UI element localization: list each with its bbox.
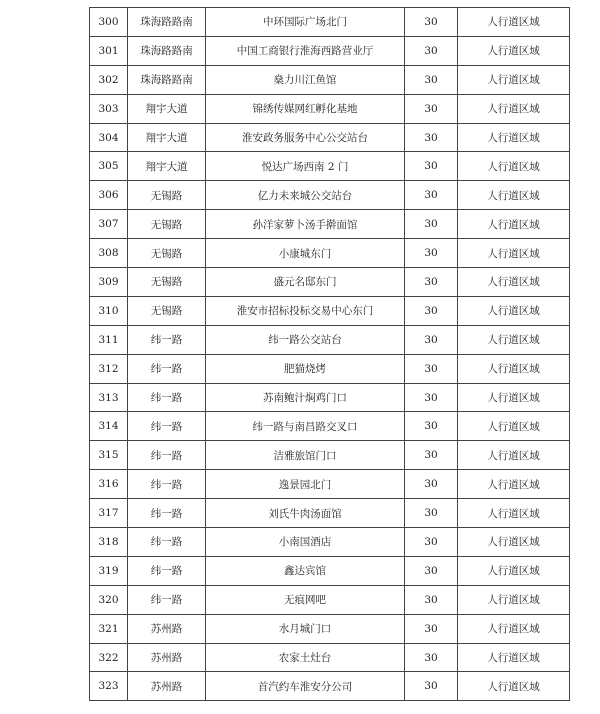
road-name: 翔宇大道 [128, 123, 206, 152]
area-type: 人行道区域 [458, 528, 570, 557]
quantity: 30 [405, 643, 458, 672]
location-name: 纬一路与南昌路交叉口 [206, 412, 405, 441]
location-name: 逸景园北门 [206, 470, 405, 499]
road-name: 纬一路 [128, 325, 206, 354]
road-name: 苏州路 [128, 672, 206, 701]
row-number: 309 [90, 268, 128, 297]
location-name: 洁雅旅馆门口 [206, 441, 405, 470]
quantity: 30 [405, 412, 458, 441]
row-number: 315 [90, 441, 128, 470]
quantity: 30 [405, 268, 458, 297]
area-type: 人行道区域 [458, 268, 570, 297]
location-name: 首汽约车淮安分公司 [206, 672, 405, 701]
row-number: 301 [90, 36, 128, 65]
row-number: 310 [90, 296, 128, 325]
road-name: 珠海路路南 [128, 36, 206, 65]
area-type: 人行道区域 [458, 614, 570, 643]
table-row [90, 354, 570, 383]
area-type: 人行道区域 [458, 8, 570, 37]
road-name: 纬一路 [128, 499, 206, 528]
row-number: 318 [90, 528, 128, 557]
road-name: 纬一路 [128, 556, 206, 585]
location-name: 孙洋家萝卜汤手擀面馆 [206, 210, 405, 239]
table-row [90, 210, 570, 239]
road-name: 纬一路 [128, 412, 206, 441]
table-row [90, 672, 570, 701]
area-type: 人行道区域 [458, 383, 570, 412]
area-type: 人行道区域 [458, 412, 570, 441]
quantity: 30 [405, 94, 458, 123]
quantity: 30 [405, 470, 458, 499]
location-name: 盛元名邸东门 [206, 268, 405, 297]
row-number: 308 [90, 239, 128, 268]
row-number: 320 [90, 585, 128, 614]
location-name: 苏南鲍汁焖鸡门口 [206, 383, 405, 412]
location-name: 小康城东门 [206, 239, 405, 268]
quantity: 30 [405, 65, 458, 94]
row-number: 317 [90, 499, 128, 528]
table-body [90, 8, 570, 701]
quantity: 30 [405, 8, 458, 37]
road-name: 纬一路 [128, 528, 206, 557]
row-number: 305 [90, 152, 128, 181]
table-row [90, 499, 570, 528]
road-name: 纬一路 [128, 441, 206, 470]
table-row [90, 585, 570, 614]
quantity: 30 [405, 210, 458, 239]
quantity: 30 [405, 614, 458, 643]
area-type: 人行道区域 [458, 325, 570, 354]
row-number: 311 [90, 325, 128, 354]
road-name: 翔宇大道 [128, 94, 206, 123]
table-row [90, 152, 570, 181]
row-number: 304 [90, 123, 128, 152]
quantity: 30 [405, 296, 458, 325]
location-name: 鑫达宾馆 [206, 556, 405, 585]
location-name: 中环国际广场北门 [206, 8, 405, 37]
quantity: 30 [405, 556, 458, 585]
area-type: 人行道区域 [458, 470, 570, 499]
quantity: 30 [405, 181, 458, 210]
area-type: 人行道区域 [458, 152, 570, 181]
road-name: 翔宇大道 [128, 152, 206, 181]
area-type: 人行道区域 [458, 441, 570, 470]
table-row [90, 239, 570, 268]
quantity: 30 [405, 585, 458, 614]
road-name: 无锡路 [128, 296, 206, 325]
location-name: 淮安政务服务中心公交站台 [206, 123, 405, 152]
area-type: 人行道区域 [458, 556, 570, 585]
road-name: 无锡路 [128, 181, 206, 210]
area-type: 人行道区域 [458, 354, 570, 383]
location-name: 无痕网吧 [206, 585, 405, 614]
table-row [90, 296, 570, 325]
table-row [90, 643, 570, 672]
area-type: 人行道区域 [458, 672, 570, 701]
road-name: 纬一路 [128, 585, 206, 614]
area-type: 人行道区域 [458, 181, 570, 210]
quantity: 30 [405, 123, 458, 152]
table-row [90, 123, 570, 152]
row-number: 314 [90, 412, 128, 441]
table-row [90, 614, 570, 643]
quantity: 30 [405, 499, 458, 528]
area-type: 人行道区域 [458, 499, 570, 528]
road-name: 珠海路路南 [128, 8, 206, 37]
table-row [90, 8, 570, 37]
row-number: 322 [90, 643, 128, 672]
road-name: 无锡路 [128, 268, 206, 297]
row-number: 316 [90, 470, 128, 499]
table-row [90, 65, 570, 94]
location-name: 淮安市招标投标交易中心东门 [206, 296, 405, 325]
quantity: 30 [405, 239, 458, 268]
area-type: 人行道区域 [458, 239, 570, 268]
road-name: 纬一路 [128, 354, 206, 383]
row-number: 313 [90, 383, 128, 412]
area-type: 人行道区域 [458, 585, 570, 614]
row-number: 303 [90, 94, 128, 123]
quantity: 30 [405, 354, 458, 383]
area-type: 人行道区域 [458, 65, 570, 94]
area-type: 人行道区域 [458, 123, 570, 152]
table-row [90, 181, 570, 210]
road-name: 无锡路 [128, 239, 206, 268]
row-number: 323 [90, 672, 128, 701]
area-type: 人行道区域 [458, 36, 570, 65]
road-name: 苏州路 [128, 643, 206, 672]
area-type: 人行道区域 [458, 643, 570, 672]
row-number: 306 [90, 181, 128, 210]
row-number: 302 [90, 65, 128, 94]
road-name: 纬一路 [128, 383, 206, 412]
location-name: 刘氏牛肉汤面馆 [206, 499, 405, 528]
table-row [90, 383, 570, 412]
location-name: 肥猫烧烤 [206, 354, 405, 383]
table-row [90, 268, 570, 297]
location-name: 亿力未来城公交站台 [206, 181, 405, 210]
quantity: 30 [405, 325, 458, 354]
area-type: 人行道区域 [458, 210, 570, 239]
row-number: 321 [90, 614, 128, 643]
quantity: 30 [405, 36, 458, 65]
quantity: 30 [405, 383, 458, 412]
location-name: 锦绣传媒网红孵化基地 [206, 94, 405, 123]
road-name: 纬一路 [128, 470, 206, 499]
location-name: 燊力川江鱼馆 [206, 65, 405, 94]
location-name: 农家土灶台 [206, 643, 405, 672]
area-type: 人行道区域 [458, 94, 570, 123]
table-row [90, 412, 570, 441]
row-number: 319 [90, 556, 128, 585]
road-name: 苏州路 [128, 614, 206, 643]
document-page [89, 7, 569, 701]
location-name: 小南国酒店 [206, 528, 405, 557]
table-row [90, 556, 570, 585]
area-type: 人行道区域 [458, 296, 570, 325]
location-name: 中国工商银行淮海西路营业厅 [206, 36, 405, 65]
quantity: 30 [405, 528, 458, 557]
road-name: 无锡路 [128, 210, 206, 239]
location-name: 水月城门口 [206, 614, 405, 643]
row-number: 312 [90, 354, 128, 383]
table-row [90, 470, 570, 499]
road-name: 珠海路路南 [128, 65, 206, 94]
table-row [90, 441, 570, 470]
table-row [90, 36, 570, 65]
quantity: 30 [405, 152, 458, 181]
quantity: 30 [405, 441, 458, 470]
parking-location-table [89, 7, 570, 701]
table-row [90, 94, 570, 123]
quantity: 30 [405, 672, 458, 701]
table-row [90, 325, 570, 354]
row-number: 307 [90, 210, 128, 239]
row-number: 300 [90, 8, 128, 37]
location-name: 悦达广场西南 2 门 [206, 152, 405, 181]
table-row [90, 528, 570, 557]
location-name: 纬一路公交站台 [206, 325, 405, 354]
